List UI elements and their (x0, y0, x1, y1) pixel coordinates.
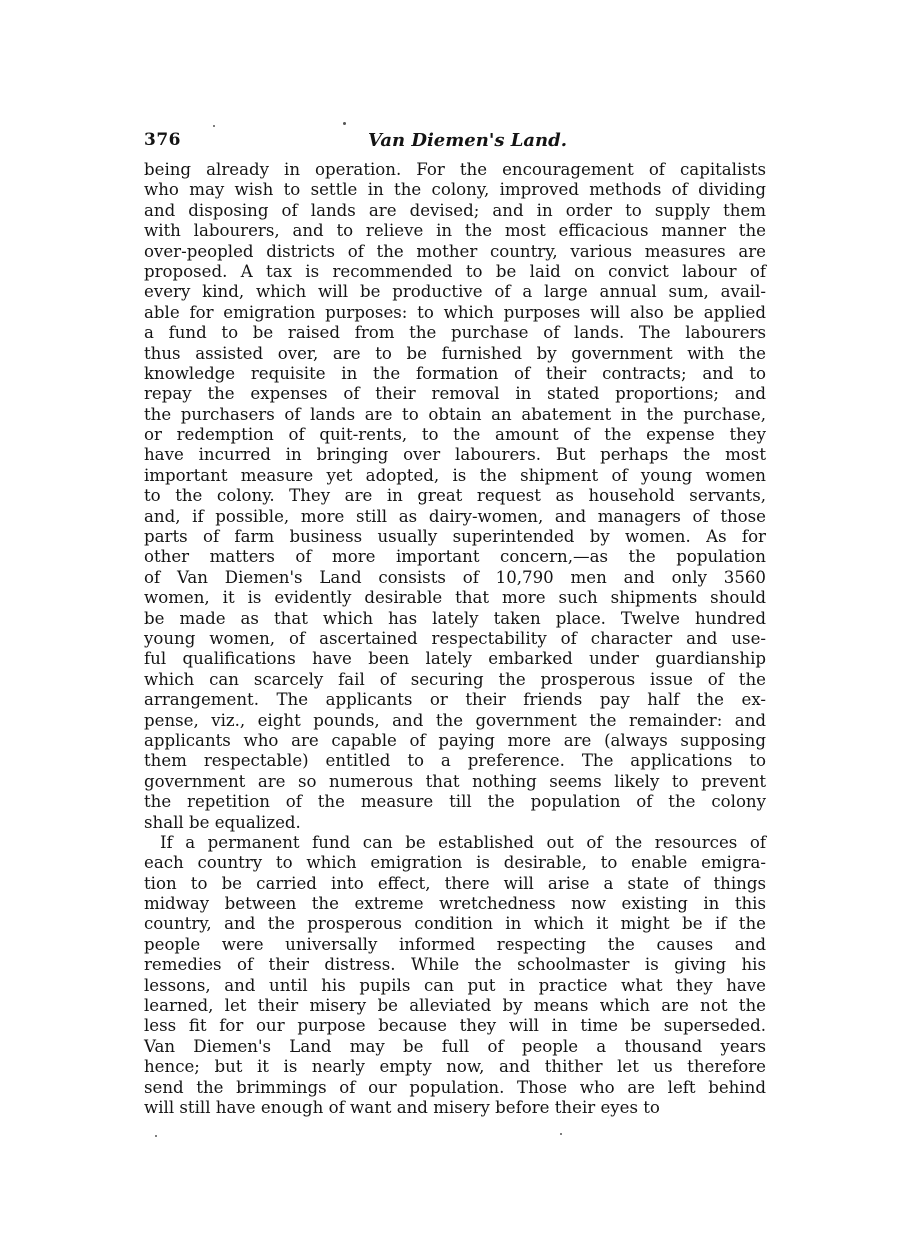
page-number: 376 (144, 130, 181, 150)
text-line: and disposing of lands are devised; and in order to supply them (144, 200, 766, 220)
text-line: send the brimmings of our population. Those who are left behind (144, 1077, 766, 1097)
paragraph (144, 833, 766, 1118)
text-line: pense, viz., eight pounds, and the government the remainder: and (144, 710, 766, 730)
text-line: being already in operation. For the encouragement of capitalists (144, 160, 766, 179)
text-line: applicants who are capable of paying more are (always supposing (144, 730, 766, 750)
text-line: each country to which emigration is desirable, to enable emigra- (144, 853, 766, 873)
text-line: learned, let their misery be alleviated by means which are not the (144, 996, 766, 1016)
text-line: parts of farm business usually superintended by women. As for (144, 527, 766, 547)
text-line: a fund to be raised from the purchase of lands. The labourers (144, 323, 766, 343)
text-line: other matters of more important concern,—as the population (144, 547, 766, 567)
ink-speck (213, 125, 215, 127)
text-line: women, it is evidently desirable that more such shipments should (144, 588, 766, 608)
text-line: or redemption of quit-rents, to the amount of the expense they (144, 425, 766, 445)
text-line: arrangement. The applicants or their friends pay half the ex- (144, 690, 766, 710)
text-line: country, and the prosperous condition in which it might be if the (144, 914, 766, 934)
text-line: people were universally informed respecting the causes and (144, 934, 766, 954)
text-line: knowledge requisite in the formation of their contracts; and to (144, 363, 766, 383)
text-line: midway between the extreme wretchedness now existing in this (144, 894, 766, 914)
text-line: every kind, which will be productive of a large annual sum, avail- (144, 282, 766, 302)
text-line: repay the expenses of their removal in stated proportions; and (144, 384, 766, 404)
text-line: proposed. A tax is recommended to be laid on convict labour of (144, 261, 766, 281)
text-line: tion to be carried into effect, there will arise a state of things (144, 873, 766, 893)
ink-speck (155, 1135, 157, 1137)
text-line: of Van Diemen's Land consists of 10,790 men and only 3560 (144, 567, 766, 587)
ink-speck (560, 1133, 562, 1135)
text-line: able for emigration purposes: to which purposes will also be applied (144, 302, 766, 322)
text-line: and, if possible, more still as dairy-women, and managers of those (144, 506, 766, 526)
body-text (144, 160, 766, 1118)
text-line: remedies of their distress. While the schoolmaster is giving his (144, 955, 766, 975)
text-line: which can scarcely fail of securing the prosperous issue of the (144, 669, 766, 689)
text-line: to the colony. They are in great request as household servants, (144, 486, 766, 506)
text-line: young women, of ascertained respectability of character and use- (144, 628, 766, 648)
text-line: shall be equalized. (144, 812, 301, 832)
text-line: who may wish to settle in the colony, improved methods of dividing (144, 180, 766, 200)
paragraph (144, 160, 766, 833)
text-line: government are so numerous that nothing seems likely to prevent (144, 771, 766, 791)
running-head: Van Diemen's Land. (368, 130, 567, 151)
text-line: Van Diemen's Land may be full of people a thousand years (144, 1036, 766, 1056)
text-line: lessons, and until his pupils can put in practice what they have (144, 975, 766, 995)
text-line: the repetition of the measure till the population of the colony (144, 792, 766, 812)
text-line: them respectable) entitled to a preference. The applications to (144, 751, 766, 771)
text-line: ful qualifications have been lately embarked under guardianship (144, 649, 766, 669)
text-line: have incurred in bringing over labourers. But perhaps the most (144, 445, 766, 465)
text-line: be made as that which has lately taken place. Twelve hundred (144, 608, 766, 628)
text-line: will still have enough of want and misery before their eyes to (144, 1097, 660, 1117)
text-line: the purchasers of lands are to obtain an abatement in the purchase, (144, 404, 766, 424)
text-line: hence; but it is nearly empty now, and thither let us therefore (144, 1057, 766, 1077)
page-header (144, 130, 764, 158)
text-line: less fit for our purpose because they will in time be superseded. (144, 1016, 766, 1036)
text-line: important measure yet adopted, is the shipment of young women (144, 465, 766, 485)
text-line: If a permanent fund can be established out of the resources of (160, 832, 766, 852)
ink-speck (343, 122, 346, 125)
text-line: thus assisted over, are to be furnished by government with the (144, 343, 766, 363)
text-line: with labourers, and to relieve in the most efficacious manner the (144, 221, 766, 241)
text-line: over-peopled districts of the mother country, various measures are (144, 241, 766, 261)
